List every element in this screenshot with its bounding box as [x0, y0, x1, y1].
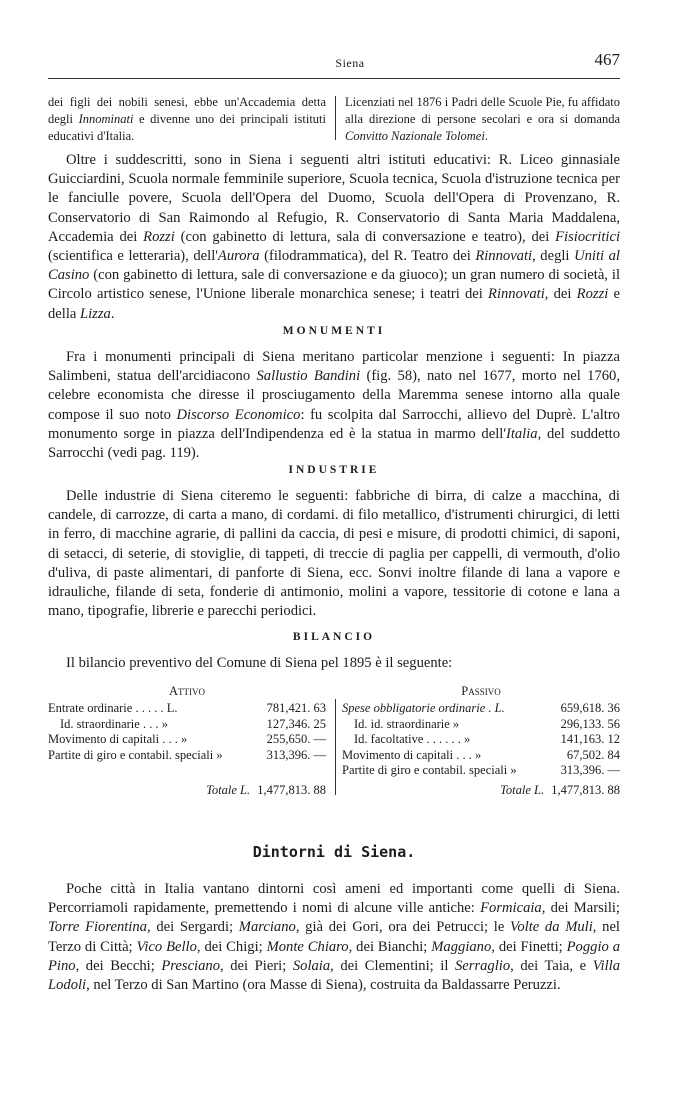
attivo-row: [48, 748, 326, 764]
running-header-title: Siena: [335, 56, 365, 70]
attivo-row-amount: 255,650. —: [266, 732, 326, 746]
budget-totals: [48, 783, 620, 803]
passivo-row-label: Movimento di capitali . . . »: [342, 747, 482, 762]
passivo-total: [342, 783, 620, 798]
passivo-title: Passivo: [461, 684, 501, 698]
attivo-row-amount: 127,346. 25: [266, 716, 326, 731]
passivo-row-label: Partite di giro e contabil. speciali »: [342, 763, 517, 777]
heading-monumenti: MONUMENTI: [282, 325, 386, 337]
passivo-row-amount: 141,163. 12: [560, 732, 620, 746]
paragraph-bilancio: [48, 654, 620, 673]
attivo-row-amount: 313,396. —: [266, 747, 326, 762]
paragraph-istituti: [48, 151, 620, 324]
passivo-total-label: Totale L.: [500, 783, 545, 797]
ledger-divider: [335, 699, 336, 795]
attivo-row: [48, 701, 326, 717]
attivo-row: [48, 717, 326, 733]
passivo-row: [342, 717, 620, 733]
passivo-row-label: Spese obbligatorie ordinarie . L.: [342, 701, 505, 715]
page-number: 467: [594, 50, 620, 69]
paragraph-text: Il bilancio preventivo del Comune di Siena pel 1895 è il seguente:: [66, 655, 453, 671]
attivo-row: [48, 732, 326, 748]
passivo-row-amount: 296,133. 56: [560, 716, 620, 731]
attivo-total: [48, 783, 326, 798]
paragraph-text: Poche città in Italia vantano dintorni così ameni ed importanti come quelli di Siena. Percorriamoli rapidamente, premettendo i nomi di alcune ville antiche: Formicaia, dei Marsili; Torre Fiorentina, dei Sergardi; Marciano, già dei Gori, ora dei Petrucci; le Volte da Muli, nel Terzo di Città; Vico Bello, dei Chigi; Monte Chiaro, dei Bianchi; Maggiano, dei Finetti; Poggio a Pino, dei Becchi; Presciano, dei Pieri; Solaia, dei Clementini; il Serraglio, dei Taia, e Villa Lodoli, nel Terzo di San Martino (ora Masse di Siena), costruita da Baldassarre Peruzzi.: [48, 881, 621, 994]
paragraph-text: Fra i monumenti principali di Siena meritano particolar menzione i seguenti: In piazza Salimbeni, statua dell'arcidiacono Sallustio Bandini (fig. 58), nato nel 1677, morto nel 1760, celebre economista che diresse il prosciugamento della Maremma senese intorno alla quale compose il suo noto Discorso Economico: fu scolpita dal Sarrocchi, allievo del Duprè. L'altro monumento sorge in piazza dell'Indipendenza ed è la statua in marmo dell'Italia, del suddetto Sarrocchi (vedi pag. 119).: [48, 349, 620, 462]
intro-two-column: [48, 94, 620, 144]
paragraph-monumenti: [48, 348, 620, 463]
intro-left-column: dei figli dei nobili senesi, ebbe un'Accademia detta degli Innominati e divenne uno dei principali istituti educativi d'Italia.: [48, 95, 326, 143]
passivo-row-amount: 313,396. —: [560, 763, 620, 777]
column-divider: [335, 96, 336, 140]
attivo-row-amount: 781,421. 63: [266, 701, 326, 715]
passivo-row-label: Id. id. straordinarie »: [354, 716, 460, 731]
paragraph-text: Delle industrie di Siena citeremo le seguenti: fabbriche di birra, di calze a macchina, di candele, di carrozze, di carta a mano, di cordami. di filo metallico, d'istrumenti chirurgici, di letti in ferro, di macchine agrarie, di pallini da caccia, di pesi e misure, di prodotti chimici, di saponi, di setacci, di seterie, di stoviglie, di tappeti, di treccie di paglia per cappelli, di vermouth, d'olio d'uliva, di paste alimentari, di panforte di Siena, ecc. Sonvi inoltre filande di lana a vapore e idrauliche, filande di seta, fonderie di antimonio, molini a vapore, tessitorie di cotone e lana a mano, tipografie, librerie e parecchi periodici.: [48, 488, 620, 620]
passivo-rows: [342, 701, 620, 779]
passivo-column: [342, 683, 620, 779]
attivo-row-label: Movimento di capitali . . . »: [48, 732, 188, 746]
attivo-row-label: Entrate ordinarie . . . . . L.: [48, 701, 178, 715]
chapter-title-dintorni: Dintorni di Siena.: [252, 843, 416, 861]
passivo-row-amount: 659,618. 36: [560, 701, 620, 715]
attivo-total-value: 1,477,813. 88: [257, 783, 326, 797]
attivo-column: [48, 683, 326, 763]
attivo-total-label: Totale L.: [206, 783, 251, 797]
passivo-row: [342, 763, 620, 779]
heading-bilancio: BILANCIO: [292, 631, 376, 643]
paragraph-text: Oltre i suddescritti, sono in Siena i seguenti altri istituti educativi: R. Liceo ginnasiale Guicciardini, Scuola normale femminile superiore, Scuola tecnica, Scuola d'istruzione tecnica per le fanciulle povere, Scuola dell'Opera del Duomo, Scuola dell'Opera di Provenzano, R. Conservatorio di San Raimondo al Refugio, R. Conservatorio di Santa Maria Maddalena, Accademia dei Rozzi (con gabinetto di lettura, sala di conversazione e teatro), dei Fisiocritici (scientifica e letteraria), dell'Aurora (filodrammatica), del R. Teatro dei Rinnovati, degli Uniti al Casino (con gabinetto di lettura, sale di conversazione e da giuoco); un gran numero di società, il Circolo artistico senese, l'Unione liberale monarchica senese; i teatri dei Rinnovati, dei Rozzi e della Lizza.: [48, 152, 620, 322]
paragraph-industrie: [48, 487, 620, 621]
attivo-rows: [48, 701, 326, 763]
passivo-row: [342, 701, 620, 717]
header-rule: [48, 78, 620, 79]
heading-industrie: INDUSTRIE: [288, 464, 380, 476]
passivo-total-value: 1,477,813. 88: [551, 783, 620, 797]
attivo-row-label: Partite di giro e contabil. speciali »: [48, 747, 223, 762]
passivo-row: [342, 732, 620, 748]
passivo-row: [342, 748, 620, 764]
attivo-row-label: Id. straordinarie . . . »: [60, 716, 168, 731]
intro-right-column: Licenziati nel 1876 i Padri delle Scuole Pie, fu affidato alla direzione di persone secolari e ora si domanda Convitto Nazionale Tolomei.: [345, 95, 620, 143]
paragraph-dintorni: [48, 880, 620, 995]
passivo-row-amount: 67,502. 84: [566, 747, 620, 762]
passivo-row-label: Id. facoltative . . . . . . »: [354, 732, 471, 746]
attivo-title: Attivo: [168, 684, 206, 698]
